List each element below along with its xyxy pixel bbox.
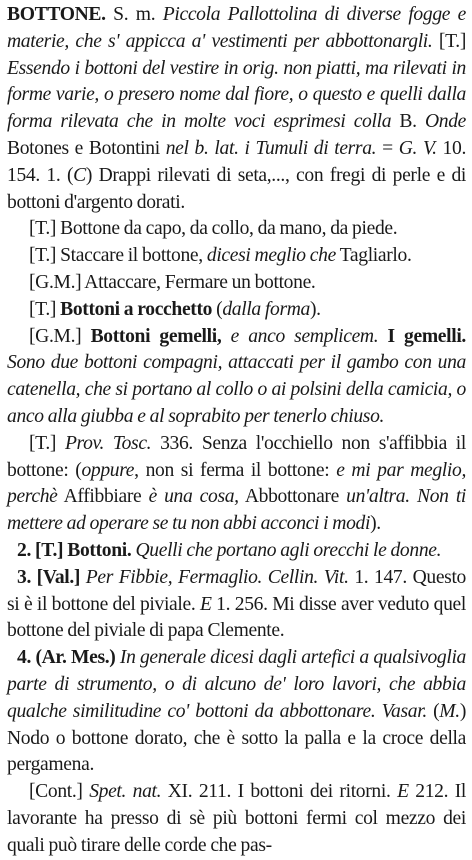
text-run: M. bbox=[439, 700, 460, 722]
text-run: E bbox=[397, 781, 409, 803]
text-run: ). bbox=[370, 513, 381, 535]
text-run: [G.M.] bbox=[29, 325, 91, 347]
text-run: Quelli che portano agli orecchi le donne. bbox=[131, 539, 442, 561]
text-run: Onde bbox=[424, 111, 467, 133]
text-run: ) Drappi rilevati di seta,..., con fregi di perle e di bottoni d'argento dorati. bbox=[7, 164, 466, 213]
text-run: B. bbox=[391, 111, 425, 133]
text-run: Per Fibbie, Fermaglio. Cellin. Vit. bbox=[85, 566, 349, 588]
text-run: 212. Il lavorante ha presso di sè più bottoni fermi col mezzo dei quali può tirare delle corde che pas- bbox=[7, 781, 467, 856]
text-run: ( bbox=[212, 298, 223, 320]
text-run: 10. 154. 1. ( bbox=[7, 137, 466, 186]
text-run: ( bbox=[426, 700, 440, 722]
text-run: 2. [T.] bbox=[17, 539, 68, 561]
text-run: XI. 211. I bottoni dei ritorni. bbox=[161, 781, 398, 803]
sense-attaccare-bottone bbox=[7, 270, 466, 297]
text-run: e mi par meglio, perchè bbox=[7, 459, 466, 508]
sense-spettacolo-natura bbox=[7, 779, 466, 859]
sense-bottone-da-capo bbox=[7, 216, 466, 243]
text-run: Affibbiare bbox=[57, 486, 149, 508]
text-run: [T.] Bottone da capo, da collo, da mano, da piede. bbox=[29, 218, 398, 240]
text-run: [G.M.] Attaccare, Fermare un bottone. bbox=[29, 271, 316, 293]
text-run: ). bbox=[309, 298, 321, 320]
text-run: I gemelli. bbox=[378, 325, 466, 347]
sense-proverb bbox=[7, 431, 466, 538]
text-run: Tagliarlo. bbox=[335, 245, 412, 267]
text-run: 3. [Val.] bbox=[17, 566, 86, 588]
sense-4-arti-mestieri bbox=[7, 645, 466, 779]
text-run: , non si ferma il bottone: bbox=[134, 459, 337, 481]
text-run: 4. (Ar. Mes.) bbox=[17, 647, 120, 669]
text-run: Spet. nat. bbox=[89, 781, 162, 803]
text-run: nel b. lat. i Tumuli di terra. bbox=[165, 137, 377, 159]
text-run: dalla forma bbox=[222, 298, 310, 320]
text-run: C bbox=[73, 164, 86, 186]
text-run: = bbox=[376, 137, 399, 159]
text-run: 336. Senza l'occhiello non s'affibbia il bottone: ( bbox=[7, 432, 466, 481]
text-run: Botones e Botontini bbox=[7, 137, 166, 159]
text-run: 1. 147. Questo si è il bottone del piviale. bbox=[7, 566, 466, 615]
text-run: BOTTONE. bbox=[7, 4, 106, 25]
sense-3-fibbie bbox=[7, 565, 466, 645]
text-run: dicesi meglio che bbox=[206, 245, 336, 267]
text-run: ) Nodo o bottone dorato, che è sotto la palla e la croce della pergamena. bbox=[7, 700, 466, 776]
text-run: Bottoni a rocchetto bbox=[60, 298, 213, 320]
text-run: è una cosa, bbox=[148, 486, 239, 508]
text-run: In generale dicesi dagli artefici a qualsivoglia parte di strumento, o di alcuno de' loro lavori, che abbia qualche similitudine co' bottoni da abbottonare. Vasar. bbox=[7, 647, 467, 722]
text-run: Sono due bottoni compagni, attaccati per il gambo con una catenella, che si portano al collo o ai polsini della camicia, o anco alla giubba e al soprabito per tenerlo chiuso. bbox=[7, 352, 466, 427]
text-run: Abbottonare bbox=[238, 486, 347, 508]
text-run: Bottoni gemelli, bbox=[90, 325, 222, 347]
text-run: 1. 256. Mi disse aver veduto quel bottone del piviale di papa Clemente. bbox=[7, 593, 466, 642]
sense-bottoni-gemelli bbox=[7, 324, 466, 431]
text-run: Piccola Pallottolina di diverse fogge e materie, che s' appicca a' vestimenti per abbottonargli. bbox=[7, 4, 466, 52]
sense-staccare-il-bottone bbox=[7, 243, 466, 270]
text-run: Bottoni. bbox=[67, 539, 132, 561]
text-run: [T.] Staccare il bottone, bbox=[29, 245, 207, 267]
text-run: oppure bbox=[81, 459, 135, 481]
text-run: e anco semplicem. bbox=[221, 325, 379, 347]
sense-2-orecchini bbox=[7, 538, 466, 565]
entry-definition bbox=[7, 2, 466, 216]
text-run: un'altra. Non ti mettere ad operare se tu non abbi acconci i modi bbox=[7, 486, 467, 535]
text-run: Essendo i bottoni del vestire in orig. non piatti, ma rilevati in forme varie, o presero nome dal fiore, o questo e quelli dalla forma rilevata che in molte voci esprimesi colla bbox=[7, 57, 466, 133]
sense-bottoni-a-rocchetto bbox=[7, 297, 466, 324]
text-run: [T.] bbox=[29, 298, 61, 320]
text-run: G. V. bbox=[398, 137, 437, 159]
text-run: Prov. Tosc. bbox=[64, 432, 152, 454]
text-run: S. m. bbox=[105, 4, 163, 25]
text-run: [T.] bbox=[432, 30, 466, 52]
text-run: [T.] bbox=[29, 432, 65, 454]
text-run: [Cont.] bbox=[29, 781, 90, 803]
text-run: E bbox=[199, 593, 212, 615]
